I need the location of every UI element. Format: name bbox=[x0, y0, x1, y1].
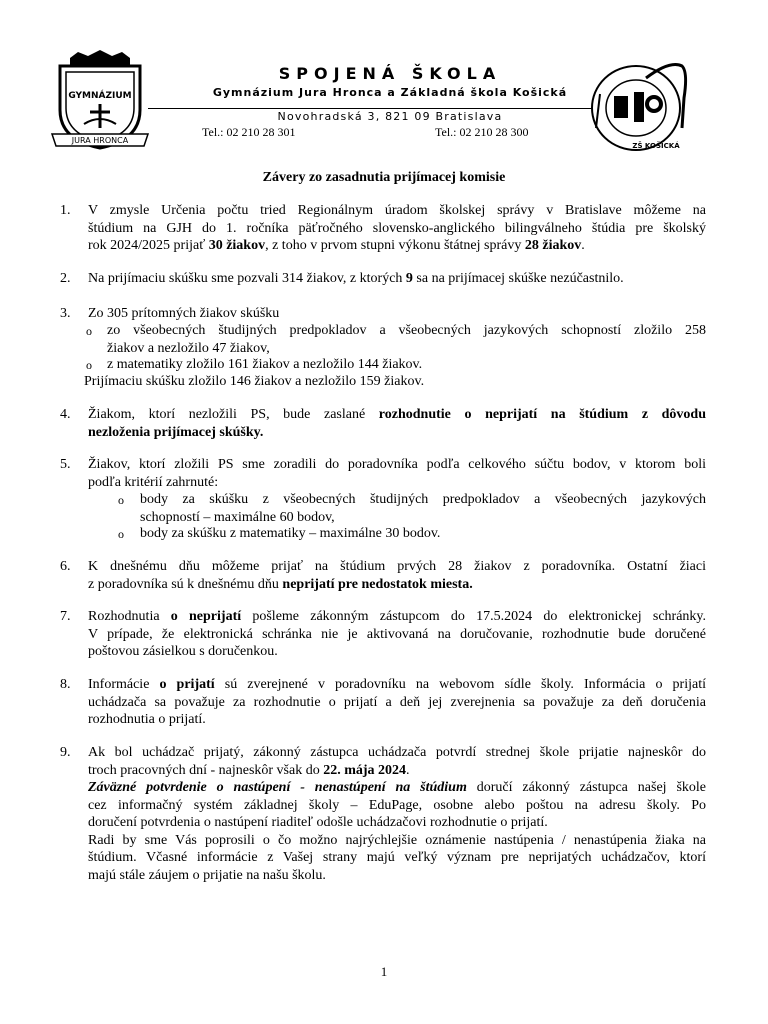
item-6: K dnešnému dňu môžeme prijať na štúdium prvých 28 žiakov z poradovníka. Ostatní žiaci z poradovníka sú k dnešnému dňu neprijatí pre nedostatok miesta. bbox=[88, 559, 706, 592]
header-divider bbox=[148, 108, 598, 109]
school-subtitle: Gymnázium Jura Hronca a Základná škola Košická bbox=[212, 86, 568, 99]
bullet-icon: o bbox=[118, 527, 124, 541]
item-number: 2. bbox=[60, 271, 71, 286]
item-5: Žiakov, ktorí zložili PS sme zoradili do poradovníka podľa celkového súčtu bodov, v ktorom boli podľa kritérií zahrnuté: bbox=[88, 457, 706, 490]
bullet-icon: o bbox=[118, 493, 124, 507]
telephone-left: Tel.: 02 210 28 301 bbox=[202, 125, 296, 139]
item-2: Na prijímaciu skúšku sme pozvali 314 žiakov, z ktorých 9 sa na prijímacej skúške nezúčastnilo. bbox=[88, 271, 624, 286]
item-number: 3. bbox=[60, 306, 71, 321]
item-5-bullet-1: body za skúšku z všeobecných študijných predpokladov a všeobecných jazykových schopností – maximálne 60 bodov, bbox=[140, 492, 706, 525]
item-4: Žiakom, ktorí nezložili PS, bude zaslané rozhodnutie o neprijatí na štúdium z dôvodu nezloženia prijímacej skúšky. bbox=[88, 407, 706, 440]
item-7: Rozhodnutia o neprijatí pošleme zákonným zástupcom do 17.5.2024 do elektronickej schránky. V prípade, že elektronická schránka nie je aktivovaná na doručovanie, rozhodnutie bude doručené poštovou zásielkou s doručenkou. bbox=[88, 609, 707, 659]
item-number: 1. bbox=[60, 203, 71, 218]
item-number: 6. bbox=[60, 559, 71, 574]
item-number: 5. bbox=[60, 457, 71, 472]
telephone-right: Tel.: 02 210 28 300 bbox=[435, 125, 529, 139]
item-8: Informácie o prijatí sú zverejnené v poradovníku na webovom sídle školy. Informácia o prijatí uchádzača sa považuje za rozhodnutie o prijatí a deň jej zverejnenia sa považuje za deň doručenia rozhodnutia o prijatí. bbox=[88, 677, 706, 727]
logo-text-zs-kosicka: ZŠ KOŠICKÁ bbox=[632, 142, 680, 150]
item-1: V zmysle Určenia počtu tried Regionálnym úradom školskej správy v Bratislave môžeme na štúdium na GJH do 1. ročníka päťročného slovensko-anglického bilingválneho štúdia pre školský rok 2024/2025 prijať 30 žiakov, z toho v prvom stupni výkonu štátnej správy 28 žiakov. bbox=[88, 203, 706, 253]
gymnazium-logo bbox=[48, 48, 152, 152]
document-title: Závery zo zasadnutia prijímacej komisie bbox=[262, 170, 506, 185]
item-5-bullet-2: body za skúšku z matematiky – maximálne 30 bodov. bbox=[140, 526, 441, 541]
zs-kosicka-logo bbox=[586, 58, 692, 158]
school-name: SPOJENÁ ŠKOLA bbox=[278, 64, 502, 83]
page-number: 1 bbox=[380, 964, 388, 979]
item-3: Zo 305 prítomných žiakov skúšku bbox=[88, 306, 280, 321]
item-number: 7. bbox=[60, 609, 71, 624]
logo-text-jura-hronca: JURA HRONCA bbox=[71, 136, 129, 145]
item-3-bullet-2: z matematiky zložilo 161 žiakov a nezložilo 144 žiakov. bbox=[107, 357, 423, 372]
logo-text-gymnazium: GYMNÁZIUM bbox=[68, 91, 132, 101]
item-9: Ak bol uchádzač prijatý, zákonný zástupca uchádzača potvrdí strednej škole prijatie najneskôr do troch pracovných dní - najneskôr však do 22. mája 2024. Záväzné potvrdenie o nastúpení - nenastúpení na štúdium doručí zákonný zástupca našej škole cez informačný systém základnej školy – EduPage, osobne alebo poštou na adresu školy. Po doručení potvrdenia o nastúpení riaditeľ odošle uchádzačovi rozhodnutie o prijatí. Radi by sme Vás poprosili o čo možno najrýchlejšie oznámenie nastúpenia / nenastúpenia žiaka na štúdium. Včasné informácie z Vašej strany majú veľký význam pre neprijatých uchádzačov, ktorí majú stále záujem o prijatie na našu školu. bbox=[88, 745, 706, 883]
item-3-summary: Prijímaciu skúšku zložilo 146 žiakov a nezložilo 159 žiakov. bbox=[84, 374, 425, 389]
bullet-icon: o bbox=[86, 324, 92, 338]
bullet-icon: o bbox=[86, 358, 92, 372]
item-number: 8. bbox=[60, 677, 71, 692]
item-3-bullet-1: zo všeobecných študijných predpokladov a všeobecných jazykových schopností zložilo 258 žiakov a nezložilo 47 žiakov, bbox=[107, 323, 706, 356]
school-address: Novohradská 3, 821 09 Bratislava bbox=[277, 110, 503, 123]
item-number: 9. bbox=[60, 745, 71, 760]
item-number: 4. bbox=[60, 407, 71, 422]
